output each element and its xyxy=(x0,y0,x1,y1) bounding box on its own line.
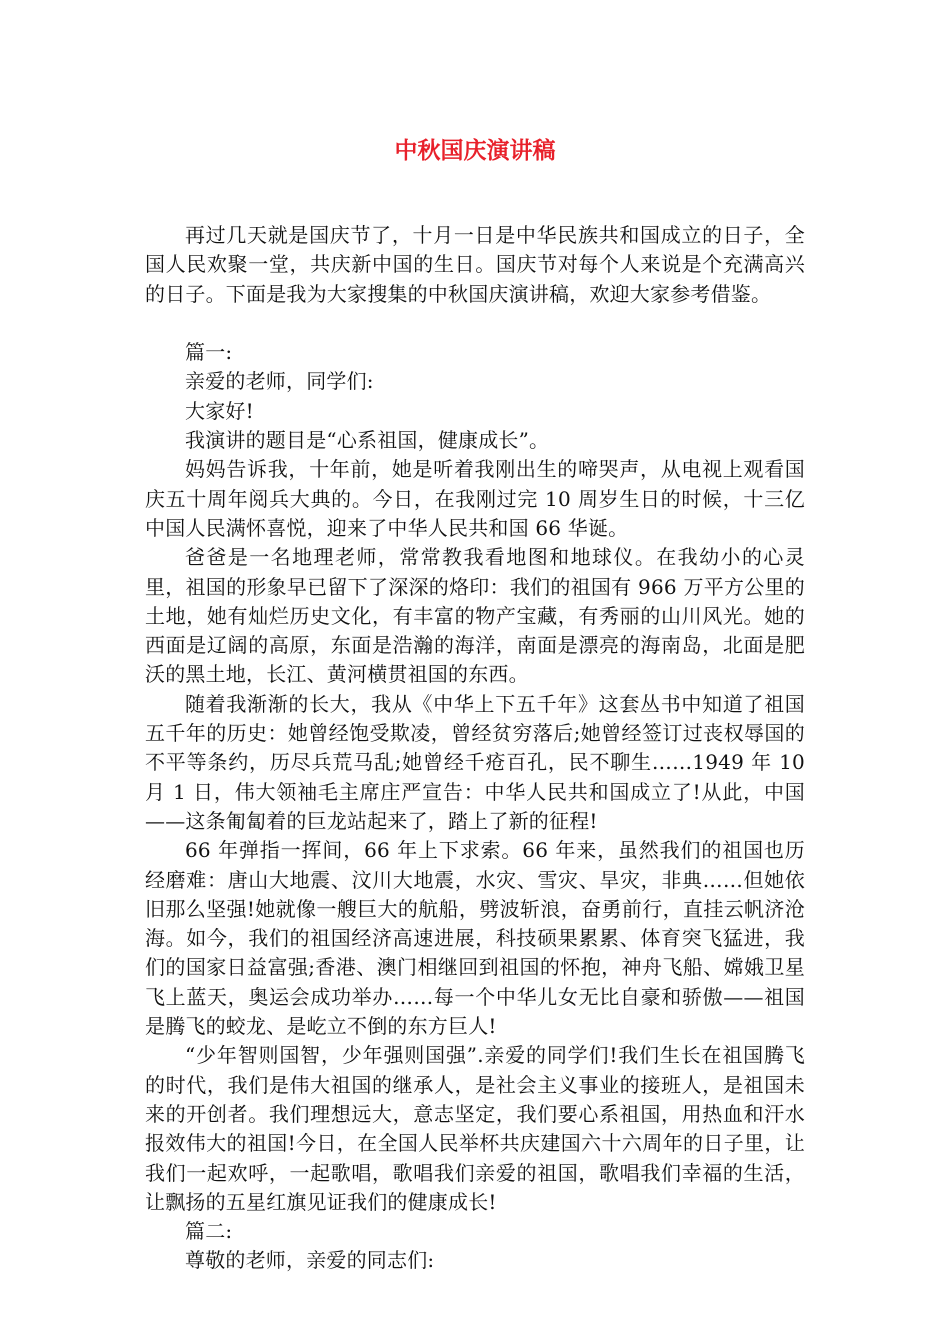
document-body xyxy=(145,221,805,1276)
intro-paragraph: 再过几天就是国庆节了，十月一日是中华民族共和国成立的日子，全国人民欢聚一堂，共庆新中国的生日。国庆节对每个人来说是个充满高兴的日子。下面是我为大家搜集的中秋国庆演讲稿，欢迎大家参考借鉴。 xyxy=(145,223,805,306)
salutation-two: 尊敬的老师，亲爱的同志们: xyxy=(185,1248,435,1273)
document-title: 中秋国庆演讲稿 xyxy=(394,138,556,164)
document-page xyxy=(145,0,805,1344)
section-heading-one: 篇一: xyxy=(185,340,233,365)
body-paragraph: 66 年弹指一挥间，66 年上下求索。66 年来，虽然我们的祖国也历经磨难：唐山大地震、汶川大地震，水灾、雪灾、旱灾，非典……但她依旧那么坚强!她就像一艘巨大的航船，劈波斩浪，奋勇前行，直挂云帆济沧海。如今，我们的祖国经济高速进展，科技硕果累累、体育突飞猛进，我们的国家日益富强;香港、澳门相继回到祖国的怀抱，神舟飞船、嫦娥卫星飞上蓝天，奥运会成功举办……每一个中华儿女无比自豪和骄傲——祖国是腾飞的蛟龙、是屹立不倒的东方巨人! xyxy=(145,838,805,1039)
body-paragraph: 随着我渐渐的长大，我从《中华上下五千年》这套丛书中知道了祖国五千年的历史：她曾经饱受欺凌，曾经贫穷落后;她曾经签订过丧权辱国的不平等条约，历尽兵荒马乱;她曾经千疮百孔，民不聊生……1949 年 10 月 1 日，伟大领袖毛主席庄严宣告：中华人民共和国成立了!从此，中国——这条匍匐着的巨龙站起来了，踏上了新的征程! xyxy=(145,691,805,833)
body-paragraph: “少年智则国智，少年强则国强”.亲爱的同学们!我们生长在祖国腾飞的时代，我们是伟大祖国的继承人，是社会主义事业的接班人，是祖国未来的开创者。我们理想远大，意志坚定，我们要心系祖国，用热血和汗水报效伟大的祖国!今日，在全国人民举杯共庆建国六十六周年的日子里，让我们一起欢呼，一起歌唱，歌唱我们亲爱的祖国，歌唱我们幸福的生活，让飘扬的五星红旗见证我们的健康成长! xyxy=(145,1043,805,1214)
body-paragraph: 爸爸是一名地理老师，常常教我看地图和地球仪。在我幼小的心灵里，祖国的形象早已留下了深深的烙印：我们的祖国有 966 万平方公里的土地，她有灿烂历史文化，有丰富的物产宝藏，有秀丽的山川风光。她的西面是辽阔的高原，东面是浩瀚的海洋，南面是漂亮的海南岛，北面是肥沃的黑土地，长江、黄河横贯祖国的东西。 xyxy=(145,545,805,687)
salutation-one: 亲爱的老师，同学们: xyxy=(185,369,374,394)
body-paragraph: 妈妈告诉我，十年前，她是听着我刚出生的啼哭声，从电视上观看国庆五十周年阅兵大典的。今日，在我刚过完 10 周岁生日的时候，十三亿中国人民满怀喜悦，迎来了中华人民共和国 66 华诞。 xyxy=(145,457,805,540)
paragraph-gap xyxy=(145,309,805,338)
greeting: 大家好! xyxy=(185,398,254,423)
section-heading-two: 篇二: xyxy=(185,1219,233,1244)
speech-topic: 我演讲的题目是“心系祖国，健康成长”。 xyxy=(185,428,550,453)
